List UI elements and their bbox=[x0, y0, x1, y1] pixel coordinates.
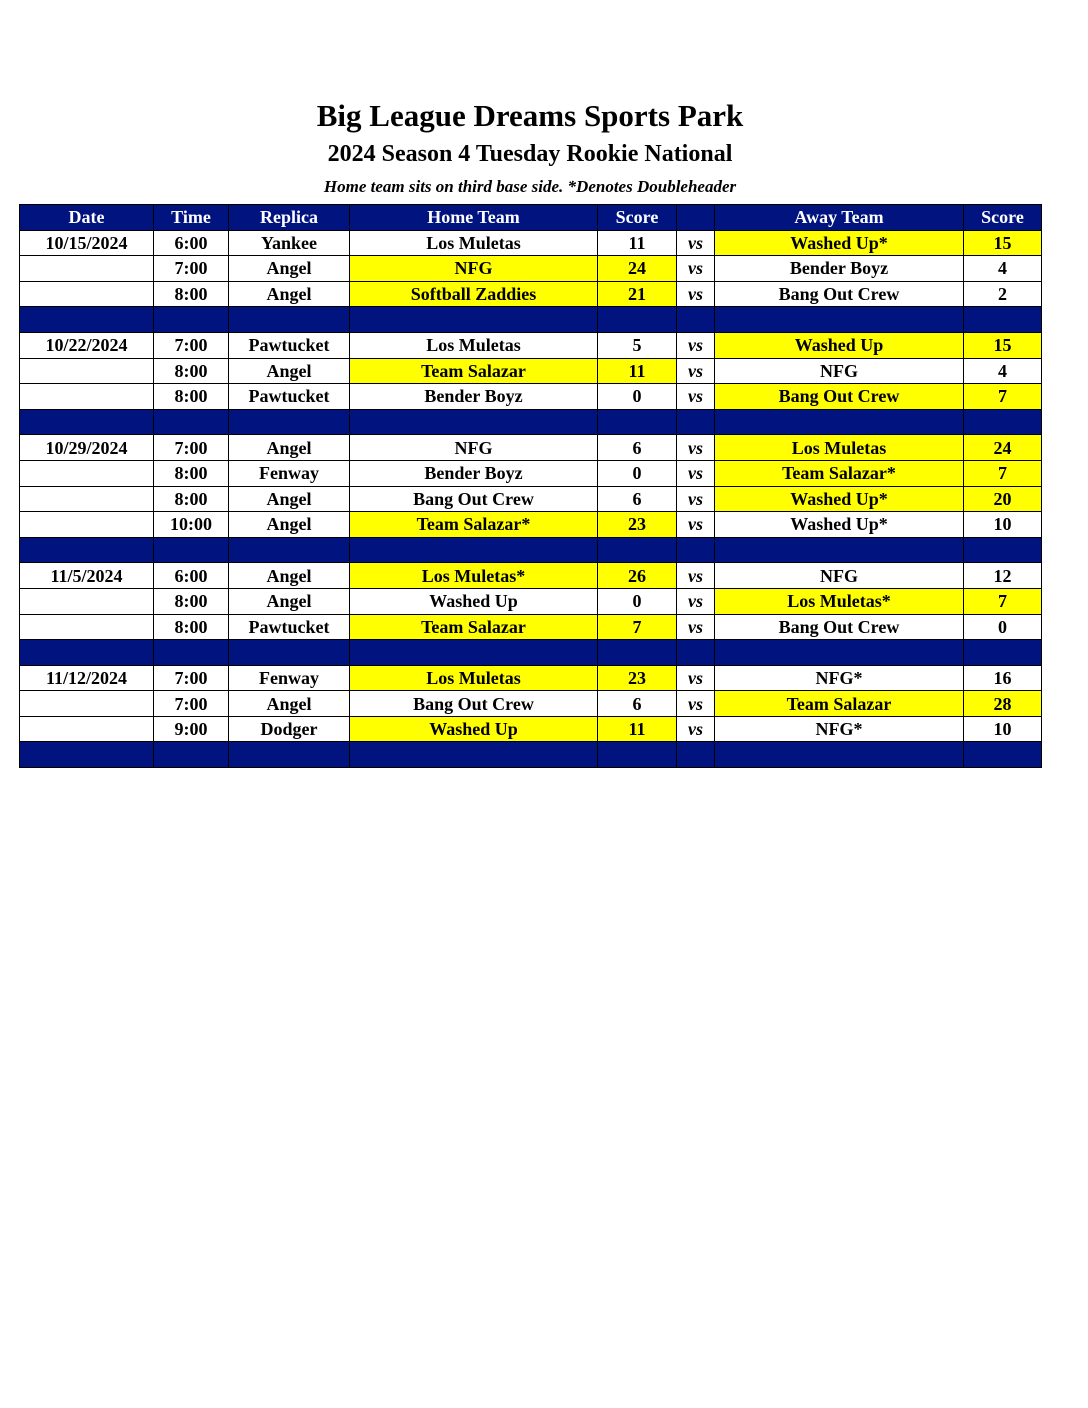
replica-cell: Angel bbox=[229, 588, 350, 614]
time-cell: 6:00 bbox=[154, 563, 229, 589]
replica-cell: Angel bbox=[229, 281, 350, 307]
date-cell bbox=[20, 486, 154, 512]
week-separator-row bbox=[20, 307, 1042, 333]
away-score-cell: 2 bbox=[964, 281, 1042, 307]
separator-cell bbox=[20, 307, 154, 333]
separator-cell bbox=[229, 537, 350, 563]
schedule-body bbox=[20, 230, 1042, 767]
separator-cell bbox=[229, 640, 350, 666]
home-team-cell: Bang Out Crew bbox=[350, 486, 598, 512]
away-team-cell: Washed Up* bbox=[715, 486, 964, 512]
replica-cell: Angel bbox=[229, 435, 350, 461]
date-cell: 10/22/2024 bbox=[20, 332, 154, 358]
separator-cell bbox=[715, 640, 964, 666]
vs-cell: vs bbox=[677, 281, 715, 307]
schedule-note: Home team sits on third base side. *Denotes Doubleheader bbox=[323, 177, 737, 196]
header-replica: Replica bbox=[229, 205, 350, 231]
separator-cell bbox=[350, 307, 598, 333]
separator-cell bbox=[350, 409, 598, 435]
away-team-cell: NFG bbox=[715, 563, 964, 589]
date-cell: 11/5/2024 bbox=[20, 563, 154, 589]
separator-cell bbox=[715, 409, 964, 435]
away-team-cell: Team Salazar bbox=[715, 691, 964, 717]
game-row bbox=[20, 691, 1042, 717]
separator-cell bbox=[715, 307, 964, 333]
vs-cell: vs bbox=[677, 332, 715, 358]
separator-cell bbox=[229, 742, 350, 768]
away-score-cell: 15 bbox=[964, 332, 1042, 358]
separator-cell bbox=[598, 742, 677, 768]
away-score-cell: 4 bbox=[964, 256, 1042, 282]
game-row bbox=[20, 665, 1042, 691]
home-team-cell: Los Muletas bbox=[350, 665, 598, 691]
home-team-cell: NFG bbox=[350, 256, 598, 282]
header-date: Date bbox=[20, 205, 154, 231]
vs-cell: vs bbox=[677, 512, 715, 538]
game-row bbox=[20, 256, 1042, 282]
home-team-cell: Team Salazar bbox=[350, 358, 598, 384]
separator-cell bbox=[350, 640, 598, 666]
replica-cell: Fenway bbox=[229, 665, 350, 691]
separator-cell bbox=[964, 640, 1042, 666]
separator-cell bbox=[20, 409, 154, 435]
header-time: Time bbox=[154, 205, 229, 231]
vs-cell: vs bbox=[677, 435, 715, 461]
away-team-cell: Washed Up bbox=[715, 332, 964, 358]
separator-cell bbox=[154, 307, 229, 333]
separator-cell bbox=[677, 640, 715, 666]
home-team-cell: Washed Up bbox=[350, 588, 598, 614]
away-team-cell: Bang Out Crew bbox=[715, 614, 964, 640]
away-score-cell: 24 bbox=[964, 435, 1042, 461]
home-score-cell: 11 bbox=[598, 230, 677, 256]
replica-cell: Angel bbox=[229, 512, 350, 538]
home-team-cell: Los Muletas bbox=[350, 332, 598, 358]
home-team-cell: Washed Up bbox=[350, 716, 598, 742]
separator-cell bbox=[154, 537, 229, 563]
away-score-cell: 15 bbox=[964, 230, 1042, 256]
replica-cell: Angel bbox=[229, 358, 350, 384]
separator-cell bbox=[964, 742, 1042, 768]
separator-cell bbox=[229, 307, 350, 333]
game-row bbox=[20, 614, 1042, 640]
date-cell bbox=[20, 588, 154, 614]
game-row bbox=[20, 384, 1042, 410]
separator-cell bbox=[20, 537, 154, 563]
home-score-cell: 23 bbox=[598, 665, 677, 691]
home-team-cell: Softball Zaddies bbox=[350, 281, 598, 307]
away-team-cell: Los Muletas* bbox=[715, 588, 964, 614]
week-separator-row bbox=[20, 640, 1042, 666]
home-score-cell: 7 bbox=[598, 614, 677, 640]
game-row bbox=[20, 563, 1042, 589]
away-team-cell: Los Muletas bbox=[715, 435, 964, 461]
vs-cell: vs bbox=[677, 665, 715, 691]
home-score-cell: 24 bbox=[598, 256, 677, 282]
away-score-cell: 10 bbox=[964, 716, 1042, 742]
home-team-cell: Los Muletas bbox=[350, 230, 598, 256]
time-cell: 7:00 bbox=[154, 691, 229, 717]
time-cell: 10:00 bbox=[154, 512, 229, 538]
away-team-cell: Bang Out Crew bbox=[715, 281, 964, 307]
separator-cell bbox=[964, 307, 1042, 333]
away-score-cell: 20 bbox=[964, 486, 1042, 512]
game-row bbox=[20, 358, 1042, 384]
home-score-cell: 0 bbox=[598, 384, 677, 410]
time-cell: 8:00 bbox=[154, 460, 229, 486]
time-cell: 7:00 bbox=[154, 332, 229, 358]
home-team-cell: Team Salazar bbox=[350, 614, 598, 640]
vs-cell: vs bbox=[677, 486, 715, 512]
replica-cell: Pawtucket bbox=[229, 384, 350, 410]
separator-cell bbox=[598, 640, 677, 666]
separator-cell bbox=[677, 307, 715, 333]
vs-cell: vs bbox=[677, 256, 715, 282]
separator-cell bbox=[154, 640, 229, 666]
date-cell bbox=[20, 281, 154, 307]
vs-cell: vs bbox=[677, 588, 715, 614]
vs-cell: vs bbox=[677, 716, 715, 742]
replica-cell: Yankee bbox=[229, 230, 350, 256]
away-score-cell: 7 bbox=[964, 460, 1042, 486]
home-score-cell: 26 bbox=[598, 563, 677, 589]
date-cell bbox=[20, 614, 154, 640]
away-score-cell: 0 bbox=[964, 614, 1042, 640]
time-cell: 7:00 bbox=[154, 256, 229, 282]
home-score-cell: 0 bbox=[598, 588, 677, 614]
time-cell: 8:00 bbox=[154, 384, 229, 410]
replica-cell: Pawtucket bbox=[229, 332, 350, 358]
home-team-cell: Bang Out Crew bbox=[350, 691, 598, 717]
separator-cell bbox=[20, 640, 154, 666]
separator-cell bbox=[598, 307, 677, 333]
page-subtitle: 2024 Season 4 Tuesday Rookie National bbox=[327, 141, 733, 167]
vs-cell: vs bbox=[677, 384, 715, 410]
away-team-cell: Washed Up* bbox=[715, 512, 964, 538]
vs-cell: vs bbox=[677, 230, 715, 256]
away-score-cell: 10 bbox=[964, 512, 1042, 538]
separator-cell bbox=[598, 409, 677, 435]
header-row bbox=[20, 205, 1042, 231]
replica-cell: Angel bbox=[229, 256, 350, 282]
replica-cell: Pawtucket bbox=[229, 614, 350, 640]
separator-cell bbox=[715, 537, 964, 563]
game-row bbox=[20, 486, 1042, 512]
header-away-team: Away Team bbox=[715, 205, 964, 231]
schedule-table bbox=[19, 204, 1042, 768]
date-cell: 10/15/2024 bbox=[20, 230, 154, 256]
header-away-score: Score bbox=[964, 205, 1042, 231]
game-row bbox=[20, 588, 1042, 614]
separator-cell bbox=[350, 742, 598, 768]
away-team-cell: NFG* bbox=[715, 716, 964, 742]
vs-cell: vs bbox=[677, 460, 715, 486]
replica-cell: Angel bbox=[229, 691, 350, 717]
date-cell bbox=[20, 358, 154, 384]
game-row bbox=[20, 435, 1042, 461]
separator-cell bbox=[20, 742, 154, 768]
replica-cell: Angel bbox=[229, 563, 350, 589]
time-cell: 8:00 bbox=[154, 281, 229, 307]
home-team-cell: NFG bbox=[350, 435, 598, 461]
away-score-cell: 7 bbox=[964, 588, 1042, 614]
vs-cell: vs bbox=[677, 614, 715, 640]
date-cell bbox=[20, 512, 154, 538]
home-score-cell: 5 bbox=[598, 332, 677, 358]
home-score-cell: 23 bbox=[598, 512, 677, 538]
game-row bbox=[20, 281, 1042, 307]
away-team-cell: Team Salazar* bbox=[715, 460, 964, 486]
separator-cell bbox=[154, 409, 229, 435]
date-cell bbox=[20, 256, 154, 282]
vs-cell: vs bbox=[677, 563, 715, 589]
home-score-cell: 11 bbox=[598, 716, 677, 742]
time-cell: 8:00 bbox=[154, 486, 229, 512]
game-row bbox=[20, 332, 1042, 358]
game-row bbox=[20, 230, 1042, 256]
home-score-cell: 6 bbox=[598, 486, 677, 512]
away-score-cell: 4 bbox=[964, 358, 1042, 384]
time-cell: 8:00 bbox=[154, 614, 229, 640]
separator-cell bbox=[677, 742, 715, 768]
game-row bbox=[20, 460, 1042, 486]
away-score-cell: 16 bbox=[964, 665, 1042, 691]
vs-cell: vs bbox=[677, 691, 715, 717]
separator-cell bbox=[964, 409, 1042, 435]
time-cell: 7:00 bbox=[154, 665, 229, 691]
away-team-cell: Washed Up* bbox=[715, 230, 964, 256]
game-row bbox=[20, 716, 1042, 742]
away-team-cell: Bang Out Crew bbox=[715, 384, 964, 410]
home-team-cell: Los Muletas* bbox=[350, 563, 598, 589]
away-score-cell: 7 bbox=[964, 384, 1042, 410]
separator-cell bbox=[598, 537, 677, 563]
away-team-cell: NFG bbox=[715, 358, 964, 384]
home-score-cell: 6 bbox=[598, 691, 677, 717]
replica-cell: Dodger bbox=[229, 716, 350, 742]
separator-cell bbox=[229, 409, 350, 435]
time-cell: 9:00 bbox=[154, 716, 229, 742]
date-cell bbox=[20, 460, 154, 486]
header-home-score: Score bbox=[598, 205, 677, 231]
week-separator-row bbox=[20, 409, 1042, 435]
away-score-cell: 28 bbox=[964, 691, 1042, 717]
replica-cell: Fenway bbox=[229, 460, 350, 486]
separator-cell bbox=[350, 537, 598, 563]
date-cell bbox=[20, 384, 154, 410]
home-score-cell: 11 bbox=[598, 358, 677, 384]
header-home-team: Home Team bbox=[350, 205, 598, 231]
game-row bbox=[20, 512, 1042, 538]
page-title: Big League Dreams Sports Park bbox=[316, 98, 744, 133]
vs-cell: vs bbox=[677, 358, 715, 384]
away-score-cell: 12 bbox=[964, 563, 1042, 589]
home-score-cell: 0 bbox=[598, 460, 677, 486]
header-vs bbox=[677, 205, 715, 231]
away-team-cell: NFG* bbox=[715, 665, 964, 691]
date-cell: 11/12/2024 bbox=[20, 665, 154, 691]
date-cell bbox=[20, 716, 154, 742]
home-score-cell: 6 bbox=[598, 435, 677, 461]
home-team-cell: Bender Boyz bbox=[350, 384, 598, 410]
home-score-cell: 21 bbox=[598, 281, 677, 307]
date-cell: 10/29/2024 bbox=[20, 435, 154, 461]
date-cell bbox=[20, 691, 154, 717]
separator-cell bbox=[964, 537, 1042, 563]
time-cell: 6:00 bbox=[154, 230, 229, 256]
week-separator-row bbox=[20, 742, 1042, 768]
separator-cell bbox=[677, 409, 715, 435]
separator-cell bbox=[677, 537, 715, 563]
home-team-cell: Bender Boyz bbox=[350, 460, 598, 486]
time-cell: 7:00 bbox=[154, 435, 229, 461]
home-team-cell: Team Salazar* bbox=[350, 512, 598, 538]
week-separator-row bbox=[20, 537, 1042, 563]
time-cell: 8:00 bbox=[154, 588, 229, 614]
time-cell: 8:00 bbox=[154, 358, 229, 384]
away-team-cell: Bender Boyz bbox=[715, 256, 964, 282]
replica-cell: Angel bbox=[229, 486, 350, 512]
separator-cell bbox=[154, 742, 229, 768]
separator-cell bbox=[715, 742, 964, 768]
